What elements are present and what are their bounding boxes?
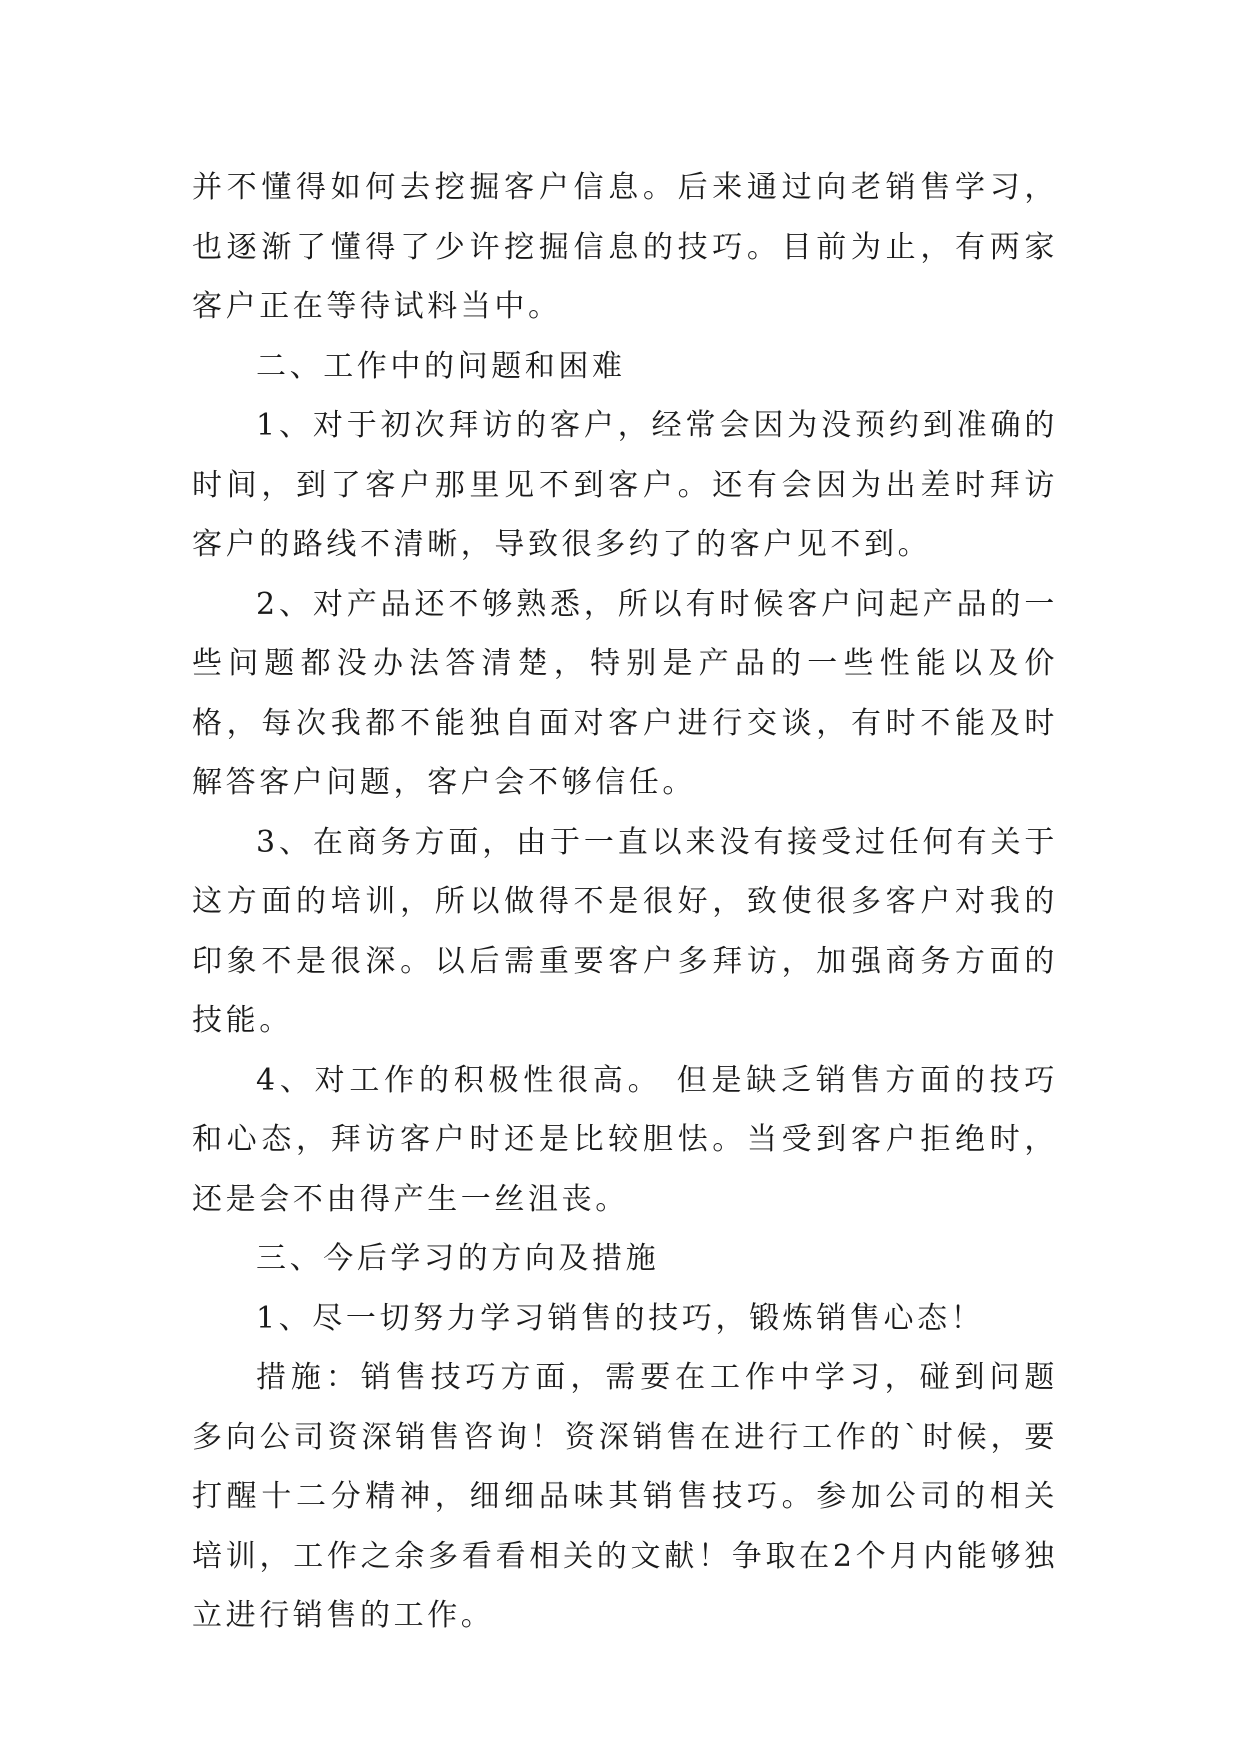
document-body (192, 158, 1058, 1646)
paragraph-problem-2: 2、对产品还不够熟悉，所以有时候客户问起产品的一些问题都没办法答清楚，特别是产品的一些性能以及价格，每次我都不能独自面对客户进行交谈，有时不能及时解答客户问题，客户会不够信任。 (192, 586, 1058, 800)
section-heading-future: 三、今后学习的方向及措施 (256, 1241, 660, 1276)
paragraph-measures: 措施：销售技巧方面，需要在工作中学习，碰到问题多向公司资深销售咨询！资深销售在进行工作的`时候，要打醒十二分精神，细细品味其销售技巧。参加公司的相关培训，工作之余多看看相关的文献！争取在2个月内能够独立进行销售的工作。 (192, 1360, 1058, 1633)
paragraph-problem-4: 4、对工作的积极性很高。 但是缺乏销售方面的技巧和心态，拜访客户时还是比较胆怯。当受到客户拒绝时，还是会不由得产生一丝沮丧。 (192, 1062, 1058, 1217)
paragraph-problem-3: 3、在商务方面，由于一直以来没有接受过任何有关于这方面的培训，所以做得不是很好，致使很多客户对我的印象不是很深。以后需重要客户多拜访，加强商务方面的技能。 (192, 824, 1058, 1038)
paragraph-future-1: 1、尽一切努力学习销售的技巧，锻炼销售心态！ (256, 1300, 985, 1336)
section-heading-problems: 二、工作中的问题和困难 (256, 348, 626, 384)
paragraph-problem-1: 1、对于初次拜访的客户，经常会因为没预约到准确的时间，到了客户那里见不到客户。还有会因为出差时拜访客户的路线不清晰，导致很多约了的客户见不到。 (192, 408, 1058, 562)
paragraph-continuation: 并不懂得如何去挖掘客户信息。后来通过向老销售学习，也逐渐了懂得了少许挖掘信息的技巧。目前为止，有两家客户正在等待试料当中。 (192, 170, 1058, 324)
